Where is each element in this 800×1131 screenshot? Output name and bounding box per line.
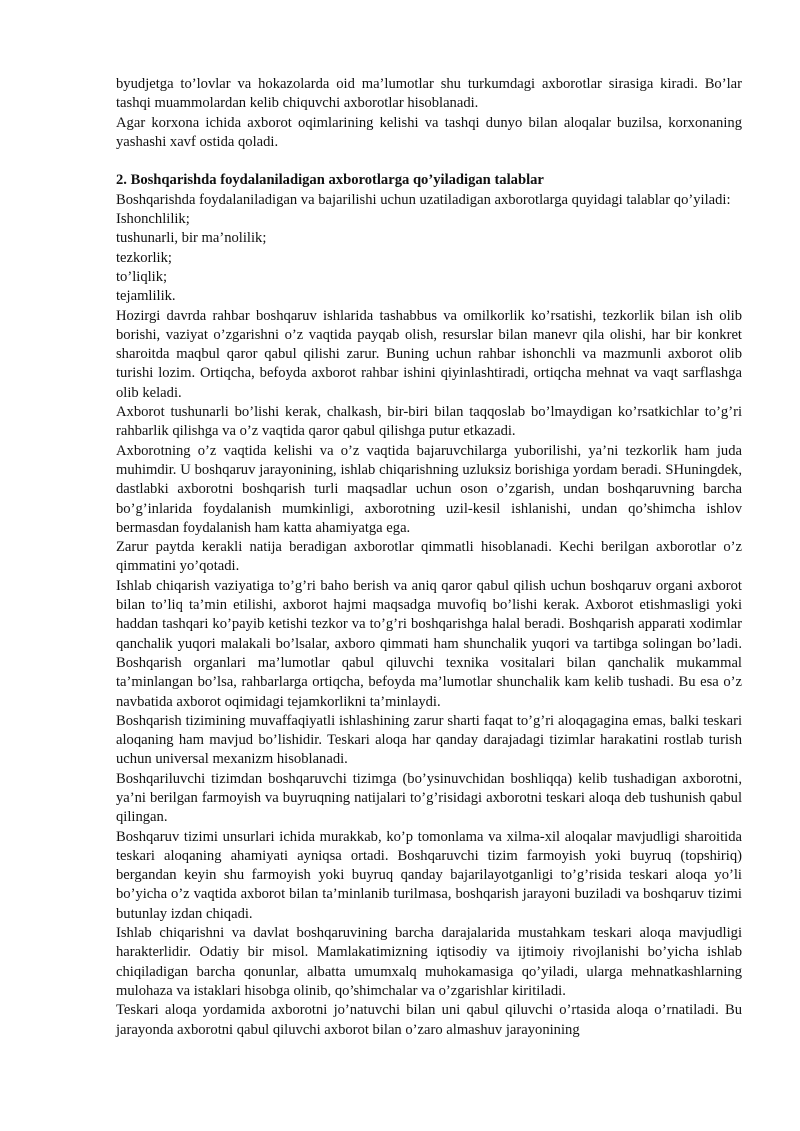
requirement-item: tushunarli, bir ma’nolilik; bbox=[116, 230, 267, 247]
requirement-item: to’liqlik; bbox=[116, 268, 168, 285]
document-page bbox=[116, 75, 742, 1040]
paragraph-top-1: byudjetga to’lovlar va hokazolarda oid ma’lumotlar shu turkumdagi axborotlar sirasiga kiradi. Bo’lar tashqi muammolardan kelib chiquvchi axborotlar hisoblanadi. bbox=[116, 76, 742, 112]
requirement-item: tejamlilik. bbox=[116, 288, 176, 305]
paragraph-top-2: Agar korxona ichida axborot oqimlarining kelishi va tashqi dunyo bilan aloqalar buzilsa, korxonaning yashashi xavf ostida qoladi. bbox=[116, 114, 742, 150]
requirement-item: Ishonchlilik; bbox=[116, 211, 190, 228]
body-paragraph: Boshqariluvchi tizimdan boshqaruvchi tizimga (bo’ysinuvchidan boshliqqa) kelib tushadigan axborotni, ya’ni berilgan farmoyish va buyruqning natijalari to’g’risidagi axborotni teskari aloqa deb tushunish qabul qilingan. bbox=[116, 770, 742, 826]
body-paragraph: Teskari aloqa yordamida axborotni jo’natuvchi bilan uni qabul qiluvchi o’rtasida aloqa o’rnatiladi. Bu jarayonda axborotni qabul qiluvchi axborot bilan o’zaro almashuv jarayonining bbox=[116, 1002, 742, 1038]
body-paragraph: Zarur paytda kerakli natija beradigan axborotlar qimmatli hisoblanadi. Kechi berilgan axborotlar o’z qimmatini yo’qotadi. bbox=[116, 539, 742, 575]
section-heading: 2. Boshqarishda foydalaniladigan axborotlarga qo’yiladigan talablar bbox=[116, 172, 544, 189]
body-paragraph: Hozirgi davrda rahbar boshqaruv ishlarida tashabbus va omilkorlik ko’rsatishi, tezkorlik bilan ish olib borishi, vaziyat o’zgarishni o’z vaqtida payqab olish, resurslar bilan manevr qila olishi, har bir konkret sharoitda maqbul qaror qabul qilishi zarur. Buning uchun rahbar ishonchli va mazmunli axborot olib turishi lozim. Ortiqcha, befoyda axborot rahbar ishini qiyinlashtiradi, ortiqcha mehnat va vaqt sarflashga olib keladi. bbox=[116, 307, 742, 401]
body-paragraph: Ishlab chiqarish vaziyatiga to’g’ri baho berish va aniq qaror qabul qilish uchun boshqaruv organi axborot bilan to’liq ta’min etilishi, axborot hajmi maqsadga muvofiq bo’lishi kerak. Axborot etishmasligi yoki haddan tashqari ko’payib ketishi tezkor va to’g’ri boshqarishga halal beradi. Boshqarish apparati xodimlar qanchalik yuqori malakali bo’lsalar, axboro qimmati ham shunchalik yuqori va tartibga solingan bo’ladi. Boshqarish organlari ma’lumotlar qabul qiluvchi texnika vositalari bilan qanchalik mukammal ta’minlangan bo’lsa, rahbarlarga ortiqcha, befoyda ma’lumotlar shunchalik kam kelib tushadi. Bu esa o’z navbatida axborot oqimidagi tejamkorlikni ta’minlaydi. bbox=[116, 577, 742, 710]
body-paragraph: Axborotning o’z vaqtida kelishi va o’z vaqtida bajaruvchilarga yuborilishi, ya’ni tezkorlik ham juda muhimdir. U boshqaruv jarayonining, ishlab chiqarishning uzluksiz borishiga yordam beradi. SHuningdek, dastlabki axborotni boshqarish turli maqsadlar uchun oson o’zgarish, undan boshqaruvning barcha bo’g’inlarida foydalanish mumkinligi, axborotning uzil-kesil ishlanishi, undan qo’shimcha ishlov bermasdan foydalanish ham katta ahamiyatga ega. bbox=[116, 442, 742, 536]
body-paragraph: Boshqarish tizimining muvaffaqiyatli ishlashining zarur sharti faqat to’g’ri aloqagagina emas, balki teskari aloqaning ham mavjud bo’lishidir. Teskari aloqa har qanday darajadagi tizimlar harakatini rostlab turish uchun universal mexanizm hisoblanadi. bbox=[116, 712, 742, 768]
body-paragraph: Boshqaruv tizimi unsurlari ichida murakkab, ko’p tomonlama va xilma-xil aloqalar mavjudligi sharoitida teskari aloqaning ahamiyati ayniqsa ortadi. Boshqaruvchi tizim farmoyish yoki buyruq (topshiriq) bergandan keyin shu farmoyish yoki buyruq qanday bajarilayotganligi to’g’risida teskari aloqa yo’li bo’yicha o’z vaqtida axborot bilan ta’minlanib turilmasa, boshqarish jarayoni buziladi va boshqaruv tizimi butunlay izdan chiqadi. bbox=[116, 828, 742, 922]
body-paragraph: Axborot tushunarli bo’lishi kerak, chalkash, bir-biri bilan taqqoslab bo’lmaydigan ko’rsatkichlar to’g’ri rahbarlik qilishga va o’z vaqtida qaror qabul qilishga putur etkazadi. bbox=[116, 404, 742, 440]
intro-paragraph: Boshqarishda foydalaniladigan va bajarilishi uchun uzatiladigan axborotlarga quyidagi talablar qo’yiladi: bbox=[116, 191, 731, 208]
blank-line bbox=[116, 152, 742, 171]
body-paragraph: Ishlab chiqarishni va davlat boshqaruvining barcha darajalarida mustahkam teskari aloqa mavjudligi harakterlidir. Odatiy bir misol. Mamlakatimizning iqtisodiy va ijtimoiy rivojlanishi bo’yicha ishlab chiqiladigan barcha qonunlar, albatta umumxalq muhokamasiga qo’yiladi, ularga mehnatkashlarning mulohaza va istaklari hisobga olinib, qo’shimchalar va o’zgarishlar kiritiladi. bbox=[116, 925, 742, 999]
requirement-item: tezkorlik; bbox=[116, 249, 172, 266]
